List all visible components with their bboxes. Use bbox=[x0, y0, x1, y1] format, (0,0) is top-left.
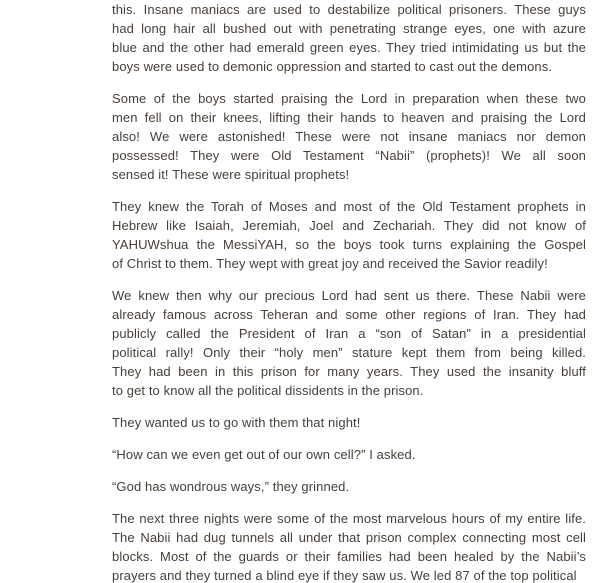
paragraph bbox=[112, 445, 586, 464]
text-line: had long hair all bushed out with penetrating strange eyes, one with azure bbox=[112, 21, 586, 36]
text-line: possessed! They were Old Testament “Nabii” (prophets)! We all soon bbox=[112, 148, 586, 163]
text-line: publicly called the President of Iran a “son of Satan” in a presidential bbox=[112, 326, 586, 341]
paragraph bbox=[112, 286, 586, 400]
text-line: men fell on their knees, lifting their hands to heaven and praising the Lord bbox=[112, 110, 586, 125]
paragraph bbox=[112, 477, 586, 496]
text-line: YAHUWshua the MessiYAH, so the boys took turns explaining the Gospel bbox=[112, 237, 586, 252]
text-line: They had been in this prison for many years. They used the insanity bluff bbox=[112, 364, 586, 379]
text-line: “How can we even get out of our own cell?” I asked. bbox=[112, 447, 416, 462]
text-line: We knew then why our precious Lord had sent us there. These Nabii were bbox=[112, 288, 586, 303]
paragraph bbox=[112, 197, 586, 273]
text-line: The Nabii had dug tunnels all under that prison complex connecting most cell bbox=[112, 530, 586, 545]
text-line: sensed it! These were spiritual prophets! bbox=[112, 167, 350, 182]
text-column bbox=[112, 0, 586, 583]
text-line: prayers and they turned a blind eye if they saw us. We led 87 of the top political bbox=[112, 568, 577, 583]
text-line: blue and the other had emerald green eyes. They tried intimidating us but the bbox=[112, 40, 586, 55]
paragraph bbox=[112, 509, 586, 583]
text-line: Some of the boys started praising the Lord in preparation when these two bbox=[112, 91, 586, 106]
paragraph bbox=[112, 413, 586, 432]
text-line: The next three nights were some of the most marvelous hours of my entire life. bbox=[112, 511, 586, 526]
paragraph bbox=[112, 0, 586, 76]
paragraph bbox=[112, 89, 586, 184]
text-line: They knew the Torah of Moses and most of the Old Testament prophets in bbox=[112, 199, 586, 214]
text-line: of Christ to them. They wept with great joy and received the Savior readily! bbox=[112, 256, 548, 271]
text-line: already famous across Teheran and some other regions of Iran. They had bbox=[112, 307, 586, 322]
text-line: political rally! Only their “holy men” stature kept them from being killed. bbox=[112, 345, 586, 360]
text-line: boys were used to demonic oppression and started to cast out the demons. bbox=[112, 59, 553, 74]
text-line: They wanted us to go with them that night! bbox=[112, 415, 361, 430]
text-line: this. Insane maniacs are used to destabilize political prisoners. These guys bbox=[112, 2, 586, 17]
text-line: “God has wondrous ways,” they grinned. bbox=[112, 479, 350, 494]
text-line: also! We were astonished! These were not insane maniacs nor demon bbox=[112, 129, 586, 144]
text-line: Hebrew like Isaiah, Jeremiah, Joel and Zechariah. They did not know of bbox=[112, 218, 586, 233]
text-line: blocks. Most of the guards or their families had been healed by the Nabii’s bbox=[112, 549, 586, 564]
text-line: to get to know all the political dissidents in the prison. bbox=[112, 383, 424, 398]
